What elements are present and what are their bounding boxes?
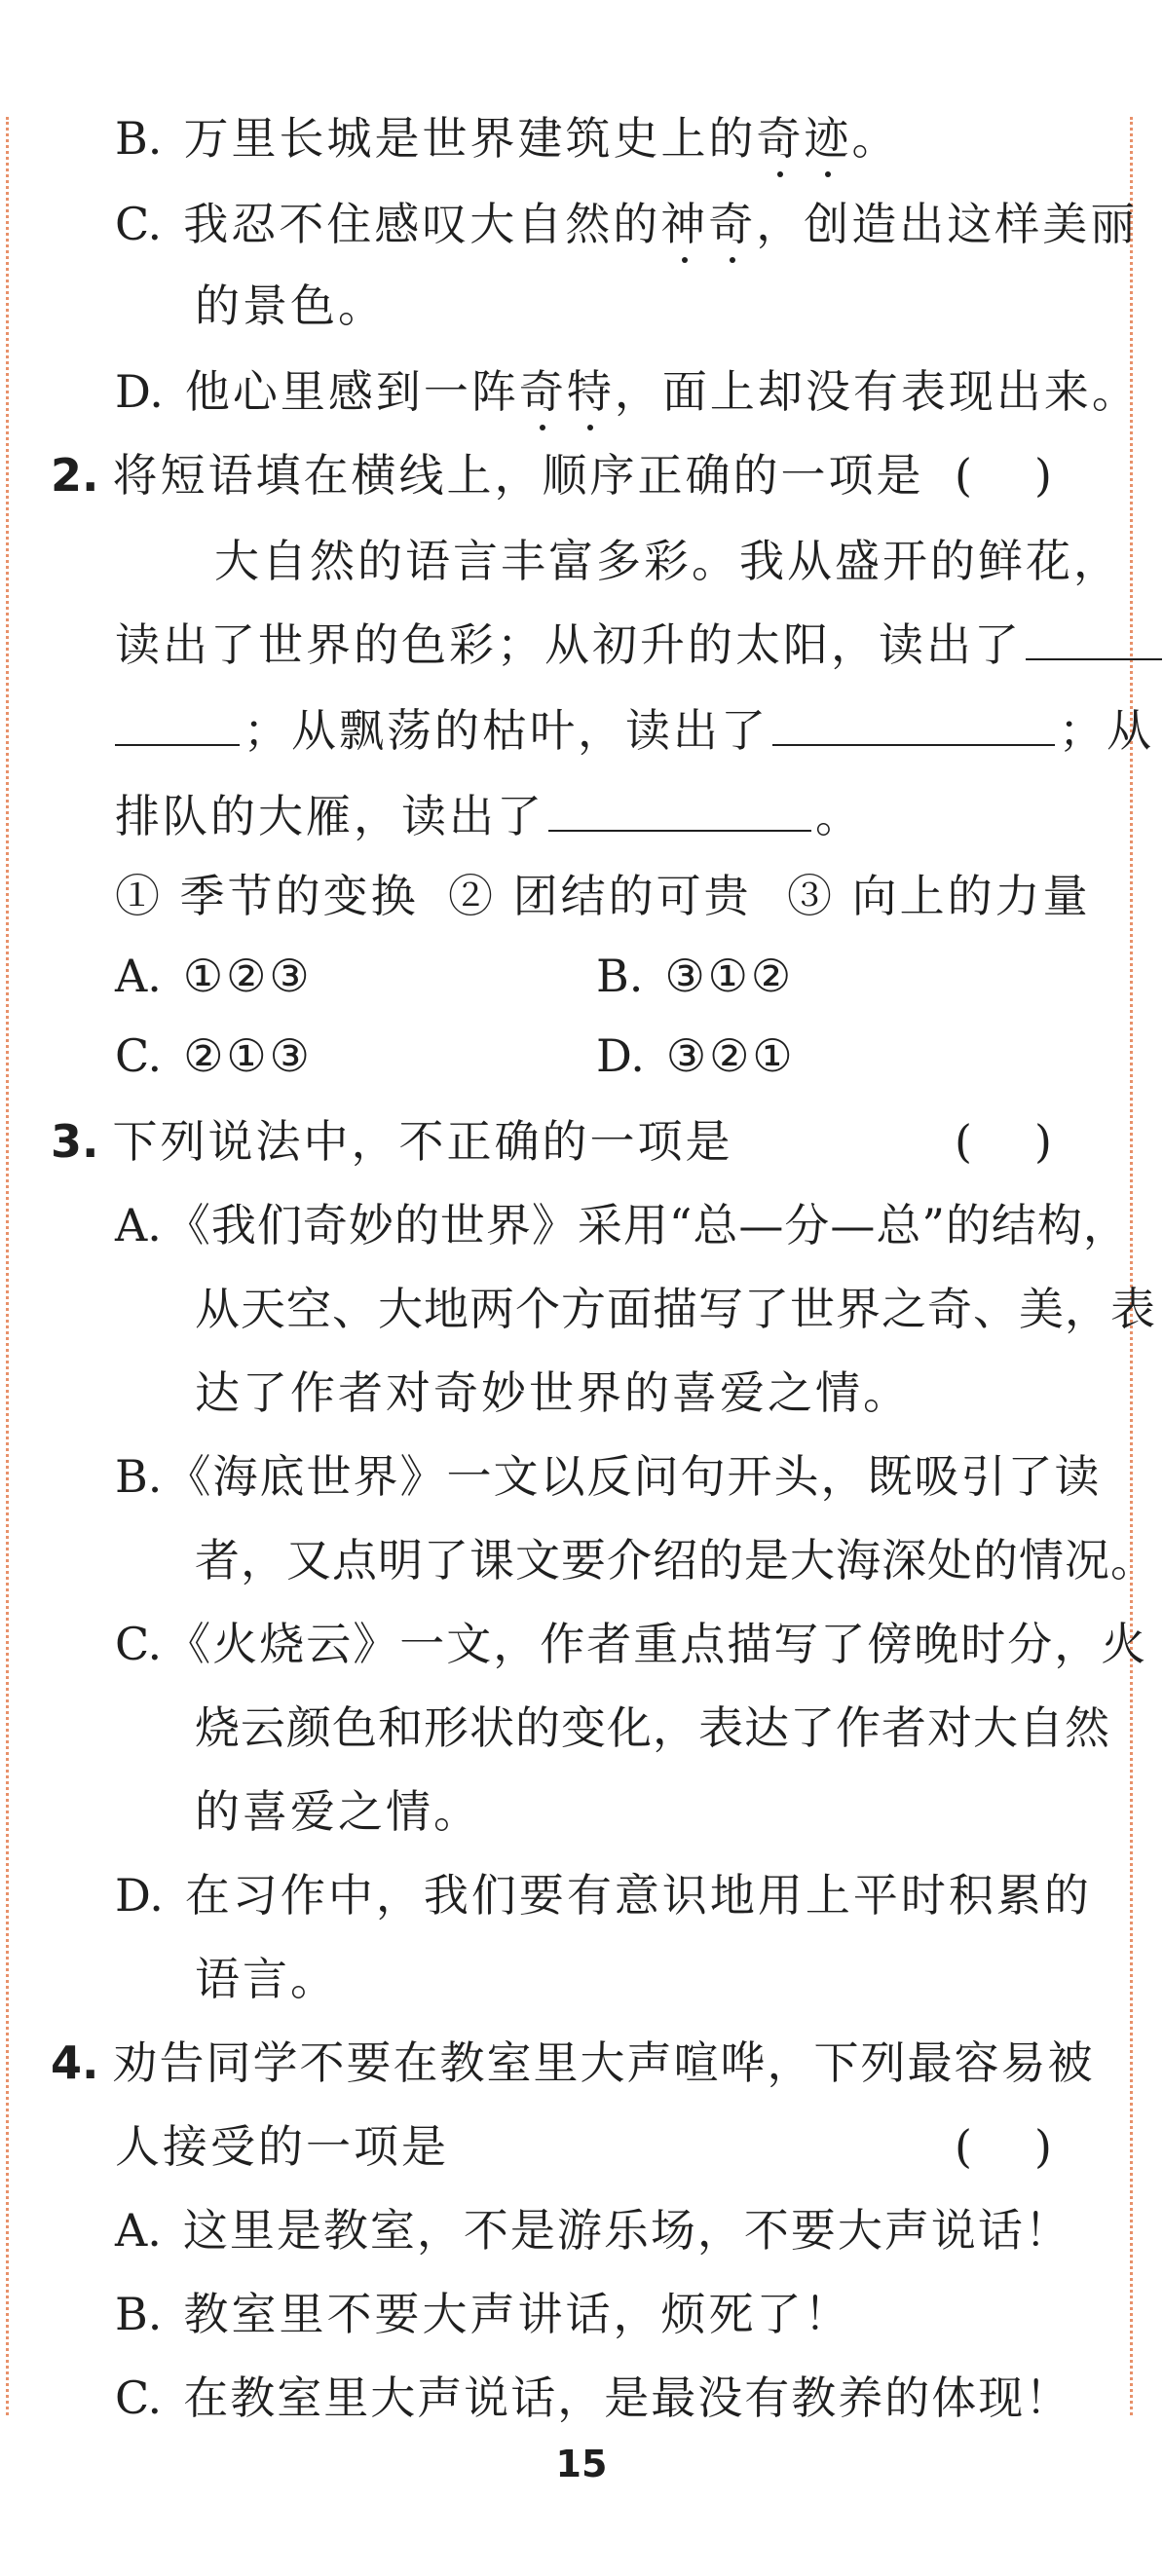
q3-answer-parentheses[interactable]: ( ) [955, 1115, 1052, 1168]
q3-option-b[interactable]: B.《海底世界》一文以反问句开头，既吸引了读 [115, 1450, 1102, 1503]
q3-option-a-line-2: 从天空、大地两个方面描写了世界之奇、美，表 [195, 1283, 1156, 1335]
q4-option-a[interactable]: A. 这里是教室，不是游乐场，不要大声说话！ [115, 2204, 1071, 2257]
q2-phrase-3: ③ 向上的力量 [787, 870, 1091, 922]
q3-option-a[interactable]: A.《我们奇妙的世界》采用“总—分—总”的结构， [115, 1199, 1129, 1251]
q3-option-c[interactable]: C.《火烧云》一文，作者重点描写了傍晚时分，火 [115, 1618, 1148, 1670]
q2-option-d[interactable]: D. ③②① [596, 1029, 796, 1082]
q2-blank-1a[interactable] [1026, 614, 1162, 660]
q2-blank-2[interactable] [772, 699, 1055, 746]
q1-option-b: B. 万里长城是世界建筑史上的奇迹。 [115, 109, 899, 168]
q3-option-b-line-2: 者，又点明了课文要介绍的是大海深处的情况。 [195, 1534, 1156, 1587]
q4-option-c[interactable]: C. 在教室里大声说话，是最没有教养的体现！ [115, 2371, 1072, 2424]
q2-blank-1b[interactable] [115, 699, 240, 746]
q3-option-d[interactable]: D. 在习作中，我们要有意识地用上平时积累的 [115, 1869, 1092, 1922]
q2-option-c[interactable]: C. ②①③ [115, 1029, 313, 1082]
q4-stem-line-2: 人接受的一项是 [115, 2120, 449, 2173]
q1-option-d: D. 他心里感到一阵奇特，面上却没有表现出来。 [115, 362, 1140, 421]
q4-option-b[interactable]: B. 教室里不要大声讲话，烦死了！ [115, 2288, 852, 2340]
left-margin-dotted-line [6, 117, 9, 2415]
q3-option-c-line-3: 的喜爱之情。 [195, 1785, 481, 1838]
q2-stem: 2. 将短语填在横线上，顺序正确的一项是 [51, 449, 924, 502]
q2-passage-line-2: 读出了世界的色彩；从初升的太阳，读出了 [115, 614, 1163, 674]
q2-phrase-1: ① 季节的变换 [115, 870, 419, 922]
q2-answer-parentheses[interactable]: ( ) [955, 449, 1052, 502]
q4-stem: 4. 劝告同学不要在教室里大声喧哗，下列最容易被 [51, 2036, 1095, 2089]
q2-passage-line-1: 大自然的语言丰富多彩。我从盛开的鲜花， [214, 535, 1121, 587]
q3-option-d-line-2: 语言。 [195, 1953, 338, 2005]
q2-option-b[interactable]: B. ③①② [596, 950, 795, 1002]
page-number: 15 [555, 2443, 608, 2485]
q3-option-a-line-3: 达了作者对奇妙世界的喜爱之情。 [195, 1366, 911, 1419]
q3-stem: 3. 下列说法中，不正确的一项是 [51, 1115, 733, 1168]
q4-answer-parentheses[interactable]: ( ) [955, 2120, 1052, 2173]
q1-option-c: C. 我忍不住感叹大自然的神奇，创造出这样美丽 [115, 195, 1138, 253]
q3-option-c-line-2: 烧云颜色和形状的变化，表达了作者对大自然 [195, 1701, 1110, 1754]
q2-passage-line-4: 排队的大雁，读出了 。 [115, 785, 863, 845]
q1-option-c-continued: 的景色。 [195, 280, 386, 332]
right-margin-dotted-line [1130, 117, 1133, 2415]
q2-option-a[interactable]: A. ①②③ [115, 950, 313, 1002]
q2-blank-3[interactable] [548, 785, 811, 832]
q2-passage-line-3: ；从飘荡的枯叶，读出了 ；从 [115, 699, 1154, 760]
q2-phrase-2: ② 团结的可贵 [448, 870, 752, 922]
